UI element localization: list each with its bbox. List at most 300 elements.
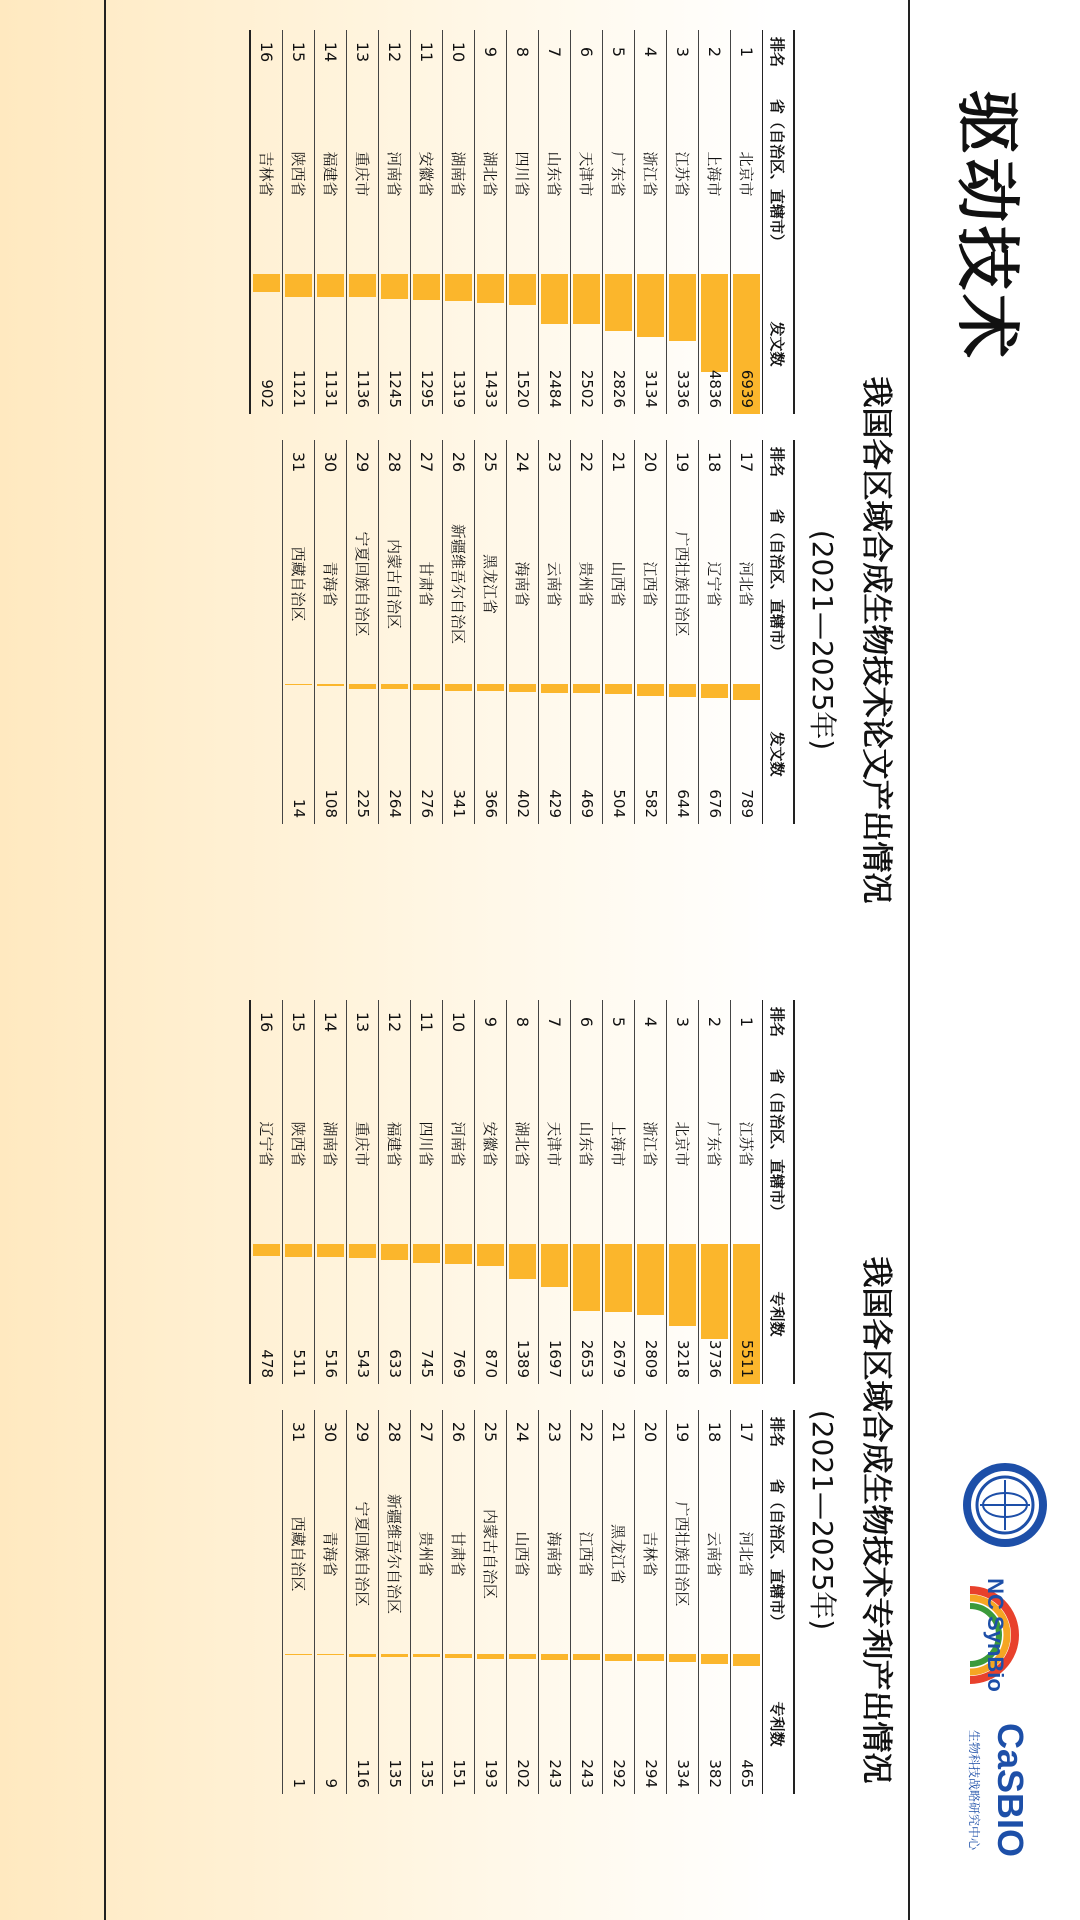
region-cell: 云南省 <box>699 1454 731 1654</box>
table-row <box>507 1000 539 1794</box>
rank-cell: 27 <box>411 1410 443 1454</box>
value-bar <box>637 684 664 696</box>
region-cell: 湖南省 <box>443 74 475 274</box>
column-gap <box>315 1384 347 1410</box>
value-cell <box>539 684 571 824</box>
region-cell: 山西省 <box>507 1454 539 1654</box>
value-bar <box>701 684 728 698</box>
column-gap <box>250 414 283 440</box>
column-gap <box>507 414 539 440</box>
value-cell <box>379 684 411 824</box>
value-bar <box>541 684 568 693</box>
value-number: 341 <box>450 789 468 818</box>
rank-cell: 17 <box>731 440 763 484</box>
value-bar <box>317 274 344 297</box>
value-bar <box>669 684 696 697</box>
value-number: 14 <box>290 798 308 818</box>
value-cell <box>475 1654 507 1794</box>
rank-cell: 23 <box>539 440 571 484</box>
rank-cell: 2 <box>699 30 731 74</box>
table-row <box>603 1000 635 1794</box>
rank-cell: 15 <box>283 1000 315 1044</box>
rank-cell <box>250 1410 283 1454</box>
header-rank: 排名 <box>763 440 795 484</box>
value-number: 294 <box>642 1759 660 1788</box>
value-number: 1245 <box>386 369 404 408</box>
value-number: 478 <box>258 1349 276 1378</box>
header-rank: 排名 <box>763 1000 795 1044</box>
value-number: 1319 <box>450 369 468 408</box>
value-number: 870 <box>482 1349 500 1378</box>
value-cell <box>379 1244 411 1384</box>
value-cell <box>507 274 539 414</box>
table-row <box>475 30 507 824</box>
rank-cell: 22 <box>571 1410 603 1454</box>
value-number: 429 <box>546 789 564 818</box>
rank-cell: 14 <box>315 30 347 74</box>
table-row <box>667 1000 699 1794</box>
value-cell <box>315 1654 347 1794</box>
region-cell: 江西省 <box>571 1454 603 1654</box>
value-cell <box>347 1654 379 1794</box>
value-cell <box>699 1244 731 1384</box>
value-cell <box>315 684 347 824</box>
rank-cell: 10 <box>443 30 475 74</box>
rank-cell <box>250 440 283 484</box>
region-cell: 山东省 <box>539 74 571 274</box>
value-bar <box>253 1244 280 1256</box>
table-row <box>347 1000 379 1794</box>
value-number: 745 <box>418 1349 436 1378</box>
column-gap <box>731 1384 763 1410</box>
region-cell: 重庆市 <box>347 1044 379 1244</box>
region-cell: 广西壮族自治区 <box>667 484 699 684</box>
value-number: 292 <box>610 1759 628 1788</box>
column-gap <box>475 414 507 440</box>
value-number: 633 <box>386 1349 404 1378</box>
column-gap <box>731 414 763 440</box>
value-bar <box>701 1654 728 1664</box>
value-bar <box>573 684 600 693</box>
rank-cell: 26 <box>443 1410 475 1454</box>
region-cell: 湖北省 <box>507 1044 539 1244</box>
value-cell <box>507 1654 539 1794</box>
region-cell: 内蒙古自治区 <box>379 484 411 684</box>
top-border-line <box>908 0 910 1920</box>
region-cell: 江苏省 <box>667 74 699 274</box>
region-cell: 四川省 <box>411 1044 443 1244</box>
column-gap <box>699 414 731 440</box>
region-cell: 上海市 <box>699 74 731 274</box>
value-cell <box>731 274 763 414</box>
rank-cell: 19 <box>667 440 699 484</box>
column-gap <box>667 414 699 440</box>
header-value: 发文数 <box>763 684 795 824</box>
value-number: 5511 <box>738 1339 756 1378</box>
region-cell: 湖南省 <box>315 1044 347 1244</box>
value-cell <box>731 684 763 824</box>
table-row <box>571 30 603 824</box>
value-cell <box>315 274 347 414</box>
region-cell: 广东省 <box>699 1044 731 1244</box>
table-row <box>347 30 379 824</box>
value-cell <box>571 274 603 414</box>
value-bar <box>413 1244 440 1263</box>
value-number: 334 <box>674 1759 692 1788</box>
table-row <box>475 1000 507 1794</box>
rank-cell: 8 <box>507 30 539 74</box>
table-row <box>699 30 731 824</box>
rank-cell: 19 <box>667 1410 699 1454</box>
value-cell <box>539 1244 571 1384</box>
rank-cell: 3 <box>667 30 699 74</box>
column-gap <box>283 1384 315 1410</box>
region-cell: 四川省 <box>507 74 539 274</box>
column-gap <box>411 1384 443 1410</box>
region-cell: 陕西省 <box>283 1044 315 1244</box>
papers-title: 我国各区域合成生物技术论文产出情况 <box>858 376 894 904</box>
rank-cell: 5 <box>603 1000 635 1044</box>
table-row <box>635 1000 667 1794</box>
value-bar <box>413 1654 440 1657</box>
region-cell: 山西省 <box>603 484 635 684</box>
svg-text:生物科技战略研究中心: 生物科技战略研究中心 <box>967 1729 981 1851</box>
table-row <box>731 1000 763 1794</box>
region-cell: 河北省 <box>731 1454 763 1654</box>
region-cell: 内蒙古自治区 <box>475 1454 507 1654</box>
column-gap <box>539 414 571 440</box>
region-cell: 宁夏回族自治区 <box>347 1454 379 1654</box>
column-gap <box>539 1384 571 1410</box>
value-number: 4836 <box>706 369 724 408</box>
value-cell <box>571 1244 603 1384</box>
value-cell <box>635 1244 667 1384</box>
rank-cell: 25 <box>475 1410 507 1454</box>
value-bar <box>541 1654 568 1660</box>
header-rank: 排名 <box>763 1410 795 1454</box>
value-cell <box>250 1244 283 1384</box>
value-cell <box>667 274 699 414</box>
patents-title: 我国各区域合成生物技术专利产出情况 <box>858 1256 894 1784</box>
value-bar <box>669 1654 696 1662</box>
rank-cell: 29 <box>347 440 379 484</box>
rank-cell: 12 <box>379 1000 411 1044</box>
value-number: 511 <box>290 1349 308 1378</box>
region-cell: 陕西省 <box>283 74 315 274</box>
value-bar <box>637 274 664 337</box>
value-cell <box>283 684 315 824</box>
region-cell: 天津市 <box>571 74 603 274</box>
region-cell: 贵州省 <box>571 484 603 684</box>
column-gap <box>411 414 443 440</box>
value-cell <box>731 1654 763 1794</box>
value-bar <box>349 1244 376 1258</box>
rank-cell: 17 <box>731 1410 763 1454</box>
value-bar <box>509 684 536 692</box>
column-gap <box>571 414 603 440</box>
value-bar <box>509 274 536 305</box>
value-number: 116 <box>354 1759 372 1788</box>
region-cell: 新疆维吾尔自治区 <box>443 484 475 684</box>
value-cell <box>635 684 667 824</box>
value-bar <box>413 274 440 300</box>
rank-cell: 4 <box>635 1000 667 1044</box>
column-gap <box>635 414 667 440</box>
value-cell <box>250 1654 283 1794</box>
value-bar <box>541 1244 568 1287</box>
rank-cell: 28 <box>379 440 411 484</box>
value-number: 382 <box>706 1759 724 1788</box>
region-cell: 江苏省 <box>731 1044 763 1244</box>
value-number: 193 <box>482 1759 500 1788</box>
region-cell: 海南省 <box>507 484 539 684</box>
column-gap <box>603 414 635 440</box>
value-cell <box>475 684 507 824</box>
header-value: 专利数 <box>763 1654 795 1794</box>
column-gap <box>699 1384 731 1410</box>
header-gap <box>763 414 795 440</box>
value-number: 202 <box>514 1759 532 1788</box>
value-cell <box>571 1654 603 1794</box>
header-value: 专利数 <box>763 1244 795 1384</box>
value-number: 3336 <box>674 369 692 408</box>
value-cell <box>379 1654 411 1794</box>
table-header-row <box>763 1000 795 1794</box>
value-number: 2679 <box>610 1339 628 1378</box>
rank-cell: 8 <box>507 1000 539 1044</box>
value-bar <box>413 684 440 690</box>
region-cell: 北京市 <box>731 74 763 274</box>
rank-cell: 9 <box>475 1000 507 1044</box>
rank-cell: 27 <box>411 440 443 484</box>
region-cell: 上海市 <box>603 1044 635 1244</box>
value-cell <box>250 684 283 824</box>
value-number: 769 <box>450 1349 468 1378</box>
value-bar <box>541 274 568 324</box>
value-cell <box>507 684 539 824</box>
value-number: 676 <box>706 789 724 818</box>
header-region: 省（自治区、直辖市） <box>763 1454 795 1654</box>
value-bar <box>605 1244 632 1312</box>
rank-cell: 24 <box>507 1410 539 1454</box>
value-cell <box>635 274 667 414</box>
region-cell <box>250 484 283 684</box>
value-cell <box>411 1654 443 1794</box>
value-number: 243 <box>578 1759 596 1788</box>
region-cell: 河南省 <box>443 1044 475 1244</box>
table-row <box>379 30 411 824</box>
table-row <box>250 1000 283 1794</box>
value-cell <box>315 1244 347 1384</box>
value-number: 504 <box>610 789 628 818</box>
rank-cell: 21 <box>603 440 635 484</box>
value-cell <box>411 1244 443 1384</box>
column-gap <box>347 414 379 440</box>
papers-subtitle: (2021—2025年) <box>806 529 839 751</box>
value-bar <box>637 1244 664 1315</box>
table-row <box>699 1000 731 1794</box>
value-bar <box>285 684 312 685</box>
value-bar <box>381 1244 408 1260</box>
value-cell <box>603 684 635 824</box>
patents-ranking-table <box>249 1000 795 1794</box>
region-cell: 吉林省 <box>250 74 283 274</box>
table-row <box>443 1000 475 1794</box>
value-bar <box>477 274 504 303</box>
value-cell <box>603 1244 635 1384</box>
column-gap <box>571 1384 603 1410</box>
papers-ranking-table <box>249 30 795 824</box>
value-bar <box>509 1654 536 1659</box>
value-cell <box>699 684 731 824</box>
region-cell: 山东省 <box>571 1044 603 1244</box>
value-number: 1 <box>290 1778 308 1788</box>
value-cell <box>539 274 571 414</box>
value-bar <box>477 1244 504 1266</box>
region-cell: 青海省 <box>315 1454 347 1654</box>
rank-cell: 14 <box>315 1000 347 1044</box>
value-cell <box>699 274 731 414</box>
region-cell: 西藏自治区 <box>283 1454 315 1654</box>
region-cell: 辽宁省 <box>699 484 731 684</box>
value-cell <box>635 1654 667 1794</box>
value-number: 1131 <box>322 369 340 408</box>
table-row <box>379 1000 411 1794</box>
region-cell: 浙江省 <box>635 1044 667 1244</box>
rank-cell: 26 <box>443 440 475 484</box>
value-number: 2502 <box>578 369 596 408</box>
value-number: 516 <box>322 1349 340 1378</box>
value-number: 789 <box>738 789 756 818</box>
value-number: 2809 <box>642 1339 660 1378</box>
value-bar <box>381 684 408 689</box>
region-cell: 吉林省 <box>635 1454 667 1654</box>
region-cell: 云南省 <box>539 484 571 684</box>
value-cell <box>411 684 443 824</box>
rank-cell: 5 <box>603 30 635 74</box>
table-row <box>411 1000 443 1794</box>
header-region: 省（自治区、直辖市） <box>763 484 795 684</box>
table-row <box>603 30 635 824</box>
value-bar <box>285 1654 312 1655</box>
rank-cell: 7 <box>539 30 571 74</box>
region-cell: 贵州省 <box>411 1454 443 1654</box>
column-gap <box>283 414 315 440</box>
value-cell <box>571 684 603 824</box>
cas-institute-seal-icon <box>960 1460 1050 1550</box>
value-bar <box>573 1244 600 1311</box>
table-row <box>667 30 699 824</box>
table-row <box>283 1000 315 1794</box>
header-region: 省（自治区、直辖市） <box>763 1044 795 1244</box>
value-bar <box>445 1654 472 1658</box>
bottom-border-line <box>104 0 106 1920</box>
region-cell: 江西省 <box>635 484 667 684</box>
value-number: 366 <box>482 789 500 818</box>
value-cell <box>443 684 475 824</box>
header-rank: 排名 <box>763 30 795 74</box>
table-row <box>507 30 539 824</box>
value-bar <box>733 684 760 700</box>
value-cell <box>475 274 507 414</box>
value-cell <box>667 684 699 824</box>
value-cell <box>347 1244 379 1384</box>
value-bar <box>317 684 344 686</box>
region-cell: 福建省 <box>315 74 347 274</box>
region-cell: 重庆市 <box>347 74 379 274</box>
region-cell: 安徽省 <box>411 74 443 274</box>
value-bar <box>733 1654 760 1666</box>
rank-cell: 24 <box>507 440 539 484</box>
header-gap <box>763 1384 795 1410</box>
rank-cell: 6 <box>571 30 603 74</box>
value-bar <box>285 274 312 297</box>
value-number: 2484 <box>546 369 564 408</box>
value-cell <box>603 1654 635 1794</box>
page-headline: 驱动技术 <box>949 90 1023 362</box>
value-number: 902 <box>258 379 276 408</box>
rank-cell: 29 <box>347 1410 379 1454</box>
value-number: 1389 <box>514 1339 532 1378</box>
region-cell: 辽宁省 <box>250 1044 283 1244</box>
value-cell <box>283 1654 315 1794</box>
value-cell <box>443 1244 475 1384</box>
table-row <box>443 30 475 824</box>
value-number: 1136 <box>354 369 372 408</box>
rank-cell: 25 <box>475 440 507 484</box>
value-cell <box>699 1654 731 1794</box>
value-number: 135 <box>386 1759 404 1788</box>
column-gap <box>379 1384 411 1410</box>
region-cell: 西藏自治区 <box>283 484 315 684</box>
value-cell <box>475 1244 507 1384</box>
region-cell: 新疆维吾尔自治区 <box>379 1454 411 1654</box>
value-bar <box>605 684 632 694</box>
table-row <box>315 30 347 824</box>
header-value: 发文数 <box>763 274 795 414</box>
column-gap <box>443 1384 475 1410</box>
column-gap <box>347 1384 379 1410</box>
value-number: 243 <box>546 1759 564 1788</box>
value-bar <box>477 684 504 691</box>
rank-cell: 16 <box>250 30 283 74</box>
value-number: 1121 <box>290 369 308 408</box>
region-cell: 广东省 <box>603 74 635 274</box>
value-number: 2653 <box>578 1339 596 1378</box>
value-bar <box>381 1654 408 1657</box>
rank-cell: 21 <box>603 1410 635 1454</box>
value-number: 264 <box>386 789 404 818</box>
rank-cell: 4 <box>635 30 667 74</box>
region-cell: 甘肃省 <box>443 1454 475 1654</box>
value-bar <box>573 1654 600 1660</box>
region-cell: 河北省 <box>731 484 763 684</box>
value-number: 1697 <box>546 1339 564 1378</box>
rank-cell: 30 <box>315 440 347 484</box>
value-bar <box>317 1654 344 1655</box>
region-cell: 海南省 <box>539 1454 571 1654</box>
value-number: 1520 <box>514 369 532 408</box>
value-cell <box>347 684 379 824</box>
value-number: 9 <box>322 1778 340 1788</box>
column-gap <box>603 1384 635 1410</box>
region-cell: 甘肃省 <box>411 484 443 684</box>
column-gap <box>443 414 475 440</box>
column-gap <box>507 1384 539 1410</box>
rank-cell: 13 <box>347 1000 379 1044</box>
rank-cell: 7 <box>539 1000 571 1044</box>
table-row <box>731 30 763 824</box>
